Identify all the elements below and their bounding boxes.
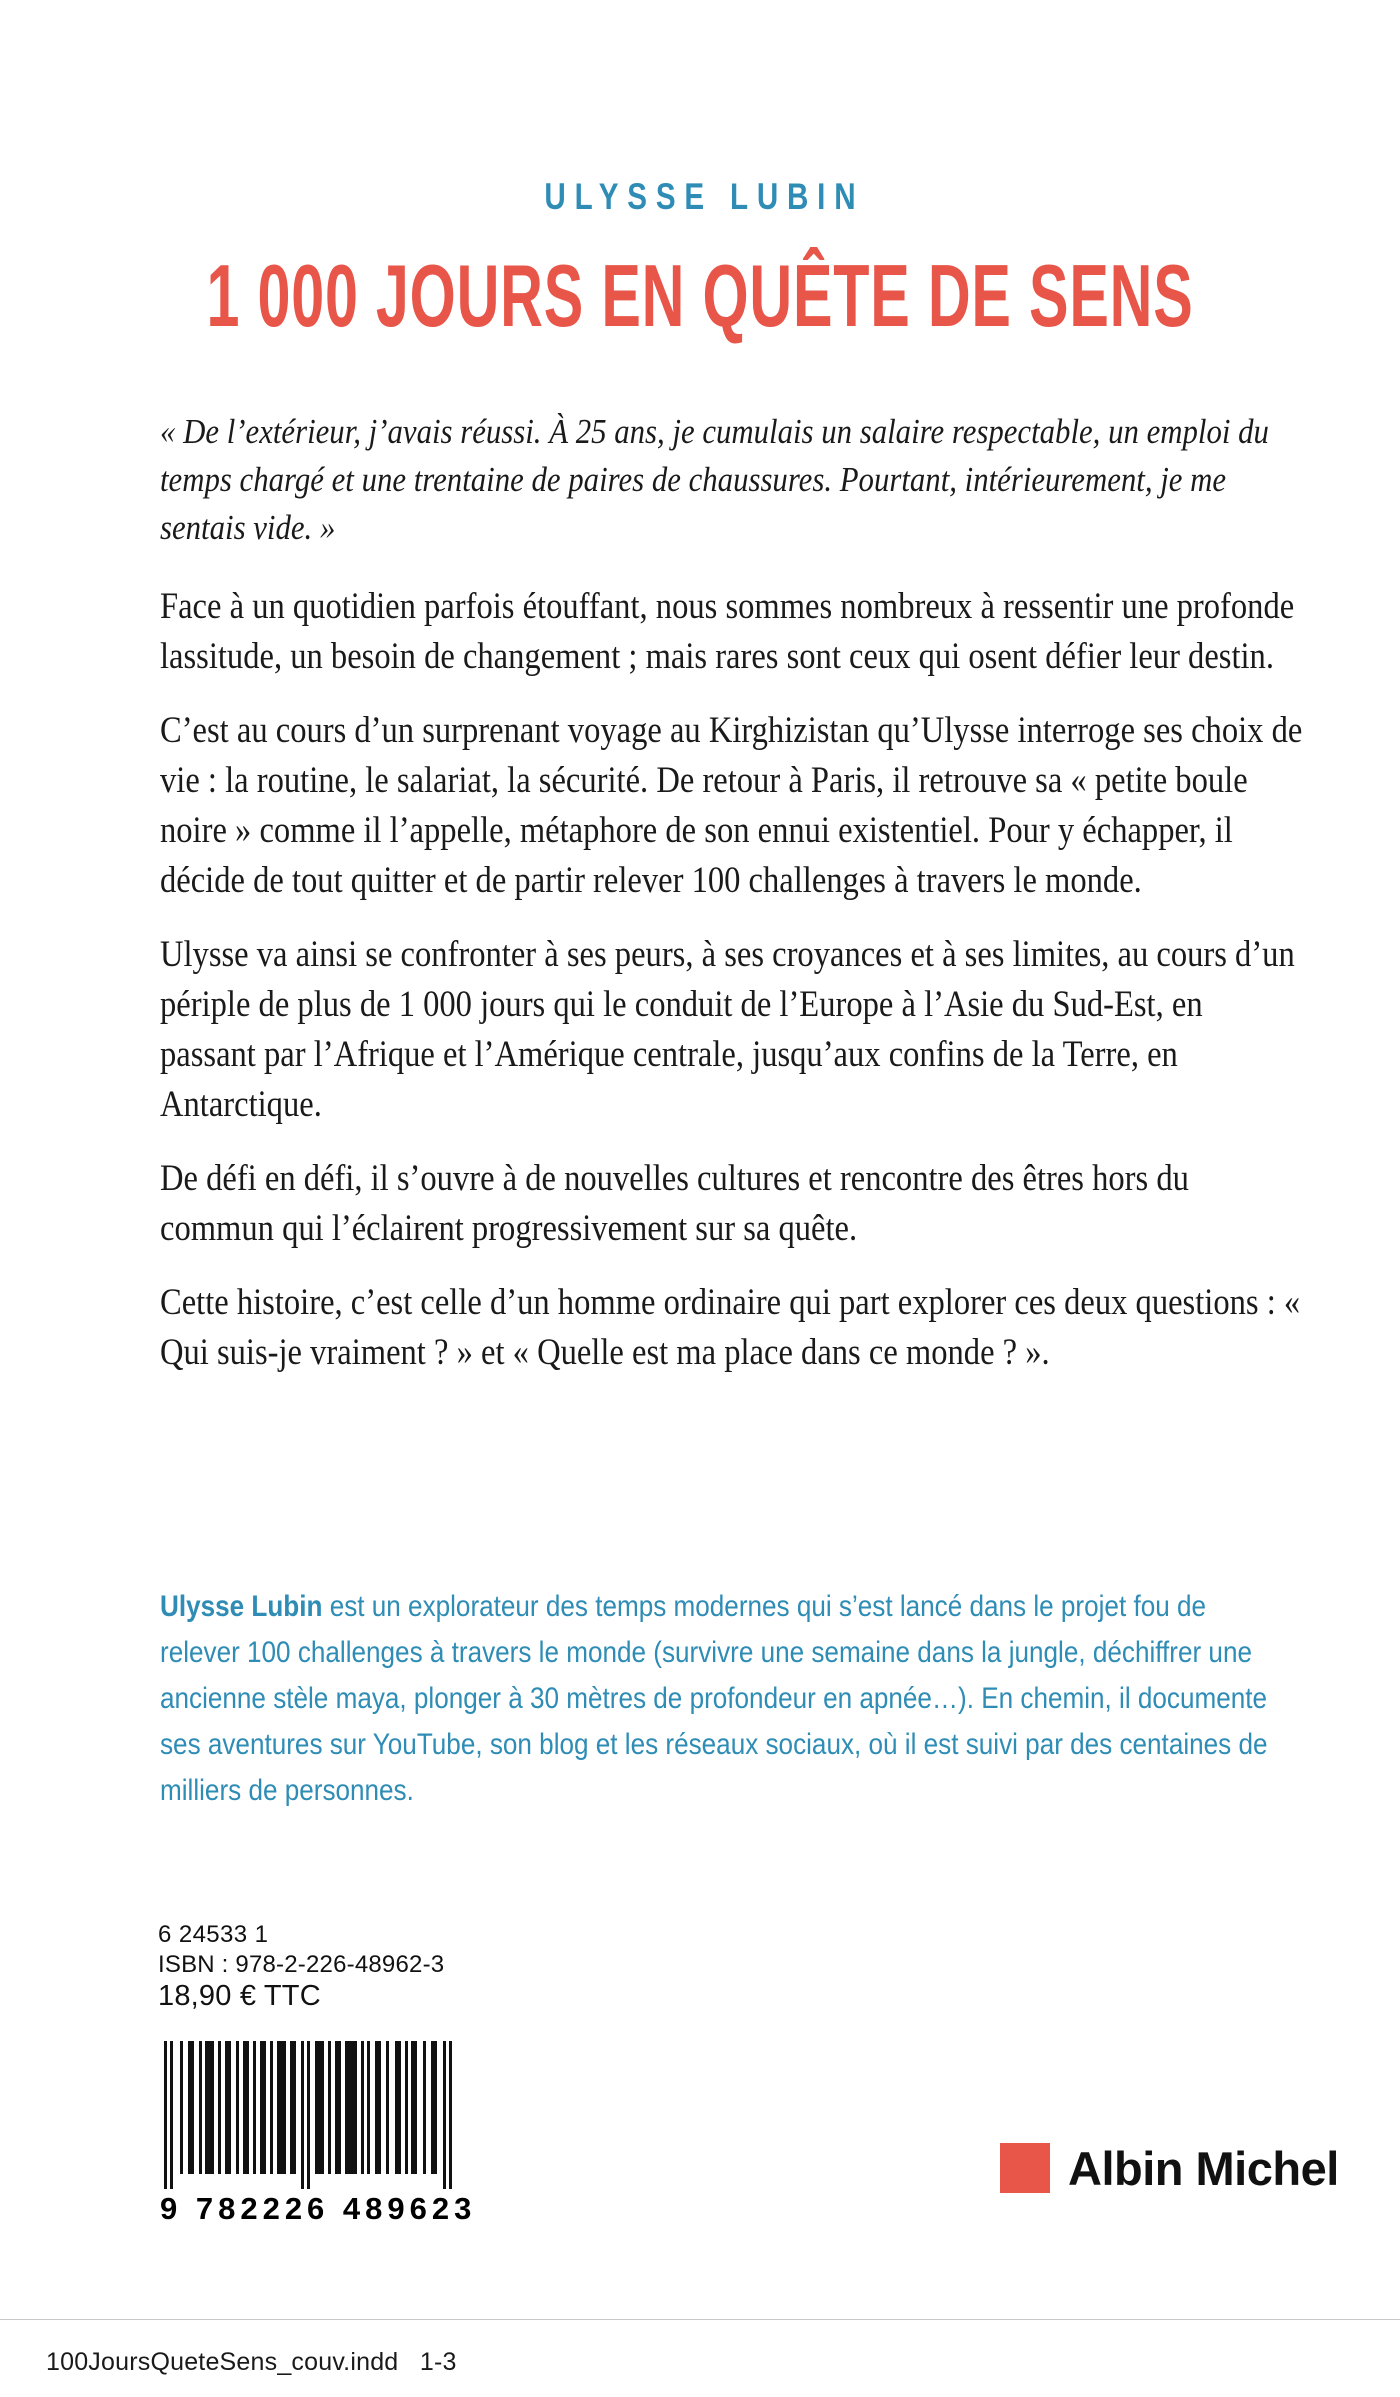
- author-bio: [160, 1584, 1282, 1814]
- author-name: ULYSSE LUBIN: [544, 176, 865, 217]
- author-bio-text: est un explorateur des temps modernes qui s’est lancé dans le projet fou de relever 100 challenges à travers le monde (survivre une semaine dans la jungle, déchiffrer une ancienne stèle maya, plonger à 30 mètres de profondeur en apnée…). En chemin, il documente ses aventures sur YouTube, son blog et les réseaux sociaux, où il est suivi par des centaines de milliers de personnes.: [160, 1590, 1268, 1807]
- pull-quote: « De l’extérieur, j’avais réussi. À 25 ans, je cumulais un salaire respectable, un emploi du temps chargé et une trentaine de paires de chaussures. Pourtant, intérieurement, je me sentais vide. »: [160, 412, 1269, 547]
- blurb-paragraph: Cette histoire, c’est celle d’un homme ordinaire qui part explorer ces deux questions : « Qui suis-je vraiment ? » et « Quelle est ma place dans ce monde ? ».: [160, 1282, 1301, 1373]
- barcode-block: [158, 2037, 477, 2227]
- indesign-filename: 100JoursQueteSens_couv.indd 1-3: [46, 2348, 457, 2376]
- blurb-paragraph: Face à un quotidien parfois étouffant, nous sommes nombreux à ressentir une profonde lassitude, un besoin de changement ; mais rares sont ceux qui osent défier leur destin.: [160, 586, 1295, 677]
- blurb-paragraph: De défi en défi, il s’ouvre à de nouvelles cultures et rencontre des êtres hors du commun qui l’éclairent progressivement sur sa quête.: [160, 1158, 1189, 1249]
- barcode-digits: 9 782226 489623: [160, 2191, 477, 2226]
- albin-michel-square-icon: [1000, 2143, 1050, 2193]
- blurb-column: [160, 408, 1306, 1378]
- isbn-block: [158, 1920, 444, 2011]
- blurb-paragraph: Ulysse va ainsi se confronter à ses peurs, à ses croyances et à ses limites, au cours d’un périple de plus de 1 000 jours qui le conduit de l’Europe à l’Asie du Sud-Est, en passant par l’Afrique et l’Amérique centrale, jusqu’aux confins de la Terre, en Antarctique.: [160, 934, 1295, 1125]
- barcode-icon: [158, 2037, 462, 2193]
- author-bio-name: Ulysse Lubin: [160, 1590, 323, 1623]
- footer-divider: [0, 2319, 1400, 2320]
- publisher-name: Albin Michel: [1068, 2141, 1339, 2195]
- isbn-number: ISBN : 978-2-226-48962-3: [158, 1951, 445, 1978]
- blurb-paragraph: C’est au cours d’un surprenant voyage au Kirghizistan qu’Ulysse interroge ses choix de vie : la routine, le salariat, la sécurité. De retour à Paris, il retrouve sa « petite boule noire » comme il l’appelle, métaphore de son ennui existentiel. Pour y échapper, il décide de tout quitter et de partir relever 100 challenges à travers le monde.: [160, 710, 1303, 901]
- price-label: 18,90 € TTC: [158, 1980, 321, 2012]
- publisher-logo: [1000, 2143, 1339, 2193]
- book-title: 1 000 JOURS EN QUÊTE DE SENS: [206, 247, 1194, 346]
- ean-prefix: 6 24533 1: [158, 1921, 269, 1948]
